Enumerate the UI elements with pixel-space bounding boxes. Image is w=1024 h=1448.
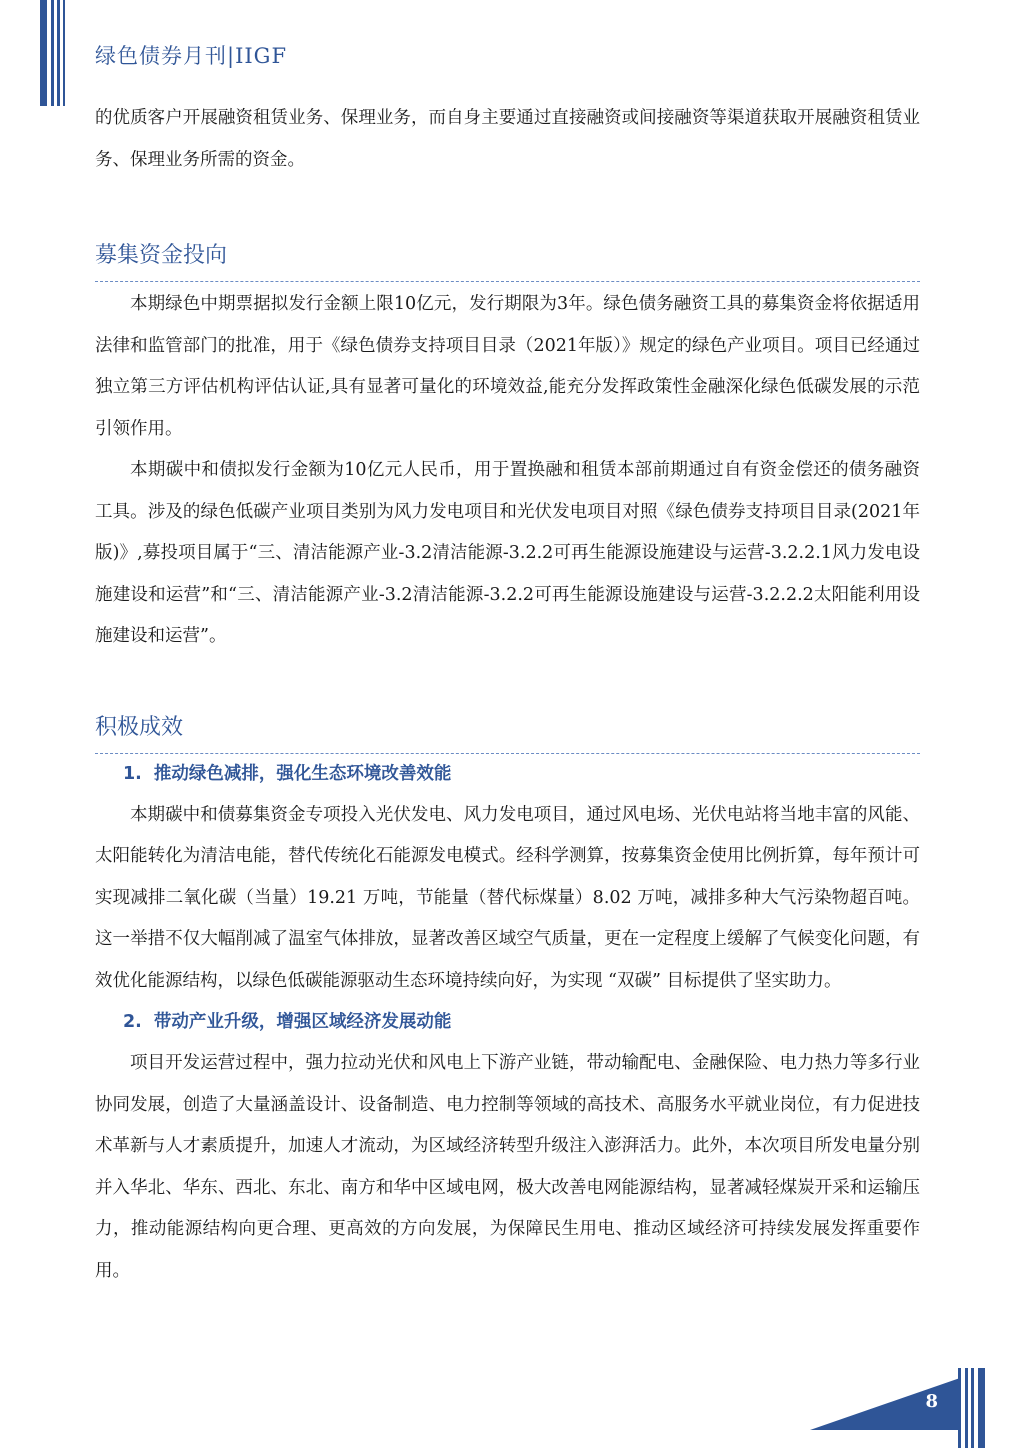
effects-paragraph-2: 项目开发运营过程中，强力拉动光伏和风电上下游产业链，带动输配电、金融保险、电力热力等多行业协同发展，创造了大量涵盖设计、设备制造、电力控制等领域的高技术、高服务水平就业岗位，有力促进技术革新与人才素质提升，加速人才流动，为区域经济转型升级注入澎湃活力。此外，本次项目所发电量分别并入华北、华东、西北、东北、南方和华中区域电网，极大改善电网能源结构，显著减轻煤炭开采和运输压力，推动能源结构向更合理、更高效的方向发展，为保障民生用电、推动区域经济可持续发展发挥重要作用。 bbox=[95, 1053, 920, 1281]
subheading-number: 1. bbox=[123, 763, 142, 784]
subheading-text: 推动绿色减排，强化生态环境改善效能 bbox=[153, 763, 452, 784]
intro-paragraph: 的优质客户开展融资租赁业务、保理业务，而自身主要通过直接融资或间接融资等渠道获取开展融资租赁业务、保理业务所需的资金。 bbox=[95, 108, 920, 170]
subheading-1 bbox=[95, 754, 920, 795]
funds-paragraph-2: 本期碳中和债拟发行金额为10亿元人民币，用于置换融和租赁本部前期通过自有资金偿还的债务融资工具。涉及的绿色低碳产业项目类别为风力发电项目和光伏发电项目对照《绿色债券支持项目目录(2021年版)》,募投项目属于“三、清洁能源产业-3.2清洁能源-3.2.2可再生能源设施建设与运营-3.2.2.1风力发电设施建设和运营”和“三、清洁能源产业-3.2清洁能源-3.2.2可再生能源设施建设与运营-3.2.2.2太阳能利用设施建设和运营”。 bbox=[95, 460, 920, 646]
page-number-badge bbox=[810, 1378, 960, 1430]
subheading-text: 带动产业升级，增强区域经济发展动能 bbox=[153, 1012, 452, 1032]
effects-paragraph-1: 本期碳中和债募集资金专项投入光伏发电、风力发电项目，通过风电场、光伏电站将当地丰富的风能、太阳能转化为清洁电能，替代传统化石能源发电模式。经科学测算，按募集资金使用比例折算，每年预计可实现减排二氧化碳（当量）19.21 万吨，节能量（替代标煤量）8.02 万吨，减排多种大气污染物超百吨。这一举措不仅大幅削减了温室气体排放，显著改善区域空气质量，更在一定程度上缓解了气候变化问题，有效优化能源结构，以绿色低碳能源驱动生态环境持续向好，为实现 “双碳” 目标提供了坚实助力。 bbox=[95, 804, 920, 991]
header-decorative-bars bbox=[40, 0, 66, 106]
subheading-2 bbox=[95, 1002, 920, 1043]
section-title-funds: 募集资金投向 bbox=[95, 243, 228, 268]
page-number: 8 bbox=[925, 1391, 938, 1412]
page-content bbox=[95, 98, 920, 1292]
footer-decorative-bars bbox=[958, 1368, 990, 1448]
funds-paragraph-1: 本期绿色中期票据拟发行金额上限10亿元，发行期限为3年。绿色债务融资工具的募集资金将依据适用法律和监管部门的批准，用于《绿色债券支持项目目录（2021年版）》规定的绿色产业项目。项目已经通过独立第三方评估机构评估认证,具有显著可量化的环境效益,能充分发挥政策性金融深化绿色低碳发展的示范引领作用。 bbox=[95, 294, 920, 439]
subheading-number: 2. bbox=[123, 1012, 142, 1032]
section-title-effects: 积极成效 bbox=[95, 714, 184, 740]
masthead: 绿色债券月刊|IIGF bbox=[95, 44, 288, 68]
